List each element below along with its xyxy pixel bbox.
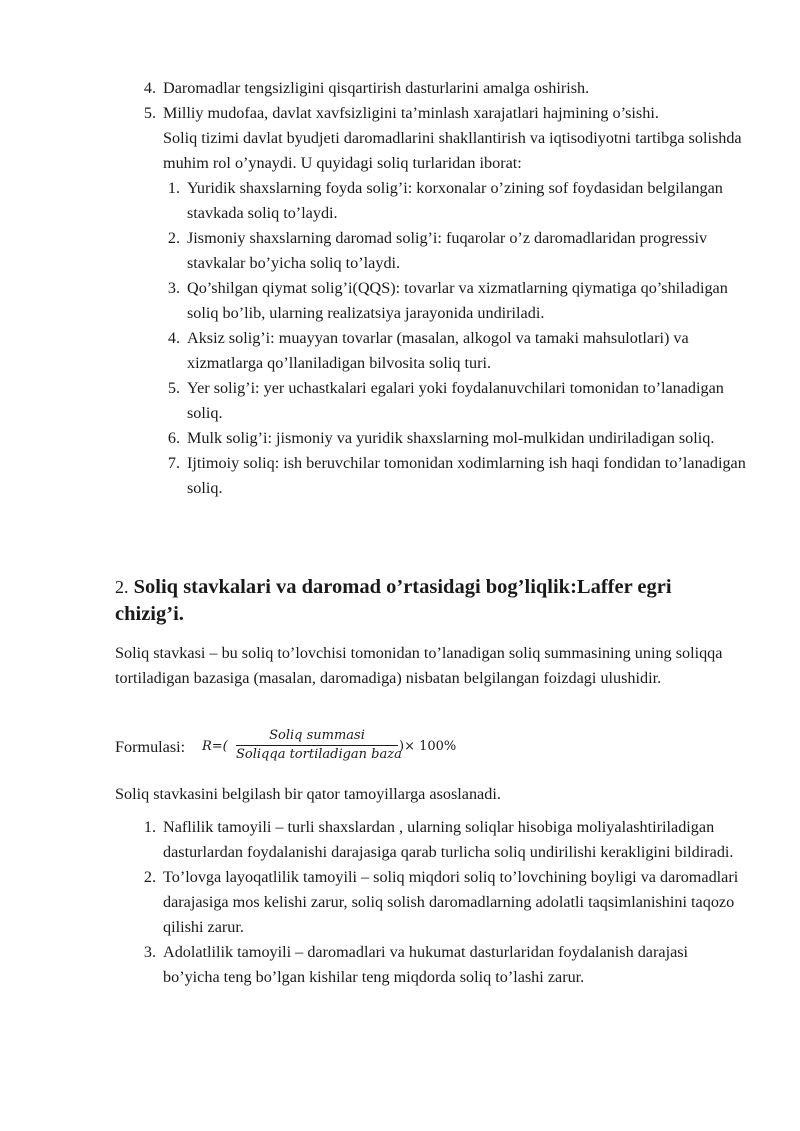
list-item-text: Milliy mudofaa, davlat xavfsizligini ta’minlash xarajatlari hajmining o’sishi.: [163, 104, 659, 122]
list-item-text: Mulk solig’i: jismoniy va yuridik shaxslarning mol-mulkidan undiriladigan soliq.: [187, 429, 715, 447]
list-item: [143, 76, 763, 101]
list-item-number: 3.: [143, 943, 156, 961]
list-item-text: Qo’shilgan qiymat solig’i(QQS): tovarlar va xizmatlarning qiymatiga qo’shiladigan soliq bo’lib, ularning realizatsiya jarayonida undiriladi.: [187, 279, 728, 322]
list-item: [143, 865, 748, 940]
principles-intro: Soliq stavkasini belgilash bir qator tamoyillarga asoslanadi.: [115, 785, 501, 803]
list-item: [167, 426, 763, 451]
tax-system-paragraph: Soliq tizimi davlat byudjeti daromadlarini shakllantirish va iqtisodiyotni tartibga solishda muhim rol o’ynaydi. U quyidagi soliq turlaridan iborat:: [163, 129, 742, 172]
section-number: 2.: [115, 577, 129, 597]
section-heading: [115, 574, 735, 628]
section-title: Soliq stavkalari va daromad o’rtasidagi bog’liqlik:Laffer egri chizig’i.: [115, 576, 672, 625]
list-item-text: Jismoniy shaxslarning daromad solig’i: fuqarolar o’z daromadlaridan progressiv stavkalar bo’yicha soliq to’laydi.: [187, 229, 708, 272]
list-item-number: 5.: [143, 104, 156, 122]
formula-fraction: [236, 728, 402, 763]
list-item-number: 1.: [167, 179, 180, 197]
list-item-text: Yuridik shaxslarning foyda solig’i: korxonalar o’zining sof foydasidan belgilangan stavkada soliq to’laydi.: [187, 179, 723, 222]
list-item: [143, 101, 763, 501]
list-item: [167, 326, 763, 376]
list-item-number: 5.: [167, 379, 180, 397]
list-item-number: 2.: [143, 868, 156, 886]
list-item-text: Adolatlilik tamoyili – daromadlari va hukumat dasturlaridan foydalanish darajasi bo’yicha teng bo’lgan kishilar teng miqdorda soliq to’lashi zarur.: [163, 943, 689, 986]
list-item-text: Ijtimoiy soliq: ish beruvchilar tomonidan xodimlarning ish haqi fondidan to’lanadigan soliq.: [187, 454, 746, 497]
list-item: [167, 226, 763, 276]
list-item-text: Aksiz solig’i: muayyan tovarlar (masalan, alkogol va tamaki mahsulotlari) va xizmatlarga qo’llaniladigan bilvosita soliq turi.: [187, 329, 689, 372]
numbered-list-top: [143, 76, 763, 501]
list-item-number: 3.: [167, 279, 180, 297]
list-item-text: Yer solig’i: yer uchastkalari egalari yoki foydalanuvchilari tomonidan to’lanadigan soliq.: [187, 379, 724, 422]
principles-list: [143, 815, 748, 990]
list-item-number: 7.: [167, 454, 180, 472]
formula-denominator: Soliqqa tortiladigan baza: [236, 747, 402, 762]
definition-paragraph: Soliq stavkasi – bu soliq to’lovchisi tomonidan to’lanadigan soliq summasining uning soliqqa tortiladigan bazasiga (masalan, daromadiga) nisbatan belgilangan foizdagi ulushidir.: [115, 644, 723, 687]
list-item: [167, 176, 763, 226]
list-item-number: 1.: [143, 818, 156, 836]
list-item: [167, 451, 763, 501]
formula-label: Formulasi:: [115, 738, 186, 756]
list-item-number: 4.: [167, 329, 180, 347]
list-item: [167, 276, 763, 326]
tax-types-list: [163, 176, 763, 501]
list-item-number: 2.: [167, 229, 180, 247]
list-item-number: 4.: [143, 79, 156, 97]
list-item: [143, 815, 748, 865]
list-item-text: Naflilik tamoyili – turli shaxslardan , ularning soliqlar hisobiga moliyalashtiriladigan dasturlardan foydalanishi darajasiga qarab turlicha soliq undirilishi kerakligini bildiradi.: [163, 818, 734, 861]
list-item-text: To’lovga layoqatlilik tamoyili – soliq miqdori soliq to’lovchining boyligi va daromadlari darajasiga mos kelishi zarur, soliq solish daromadlarning adolatli taqsimlanishini taqozo qilishi zarur.: [163, 868, 739, 936]
formula-lhs: R=(: [202, 739, 228, 754]
list-item: [167, 376, 763, 426]
list-item-text: Daromadlar tengsizligini qisqartirish dasturlarini amalga oshirish.: [163, 79, 590, 97]
formula-rhs: )× 100%: [399, 739, 457, 754]
formula-numerator: Soliq summasi: [236, 728, 398, 746]
list-item: [143, 940, 748, 990]
list-item-number: 6.: [167, 429, 180, 447]
